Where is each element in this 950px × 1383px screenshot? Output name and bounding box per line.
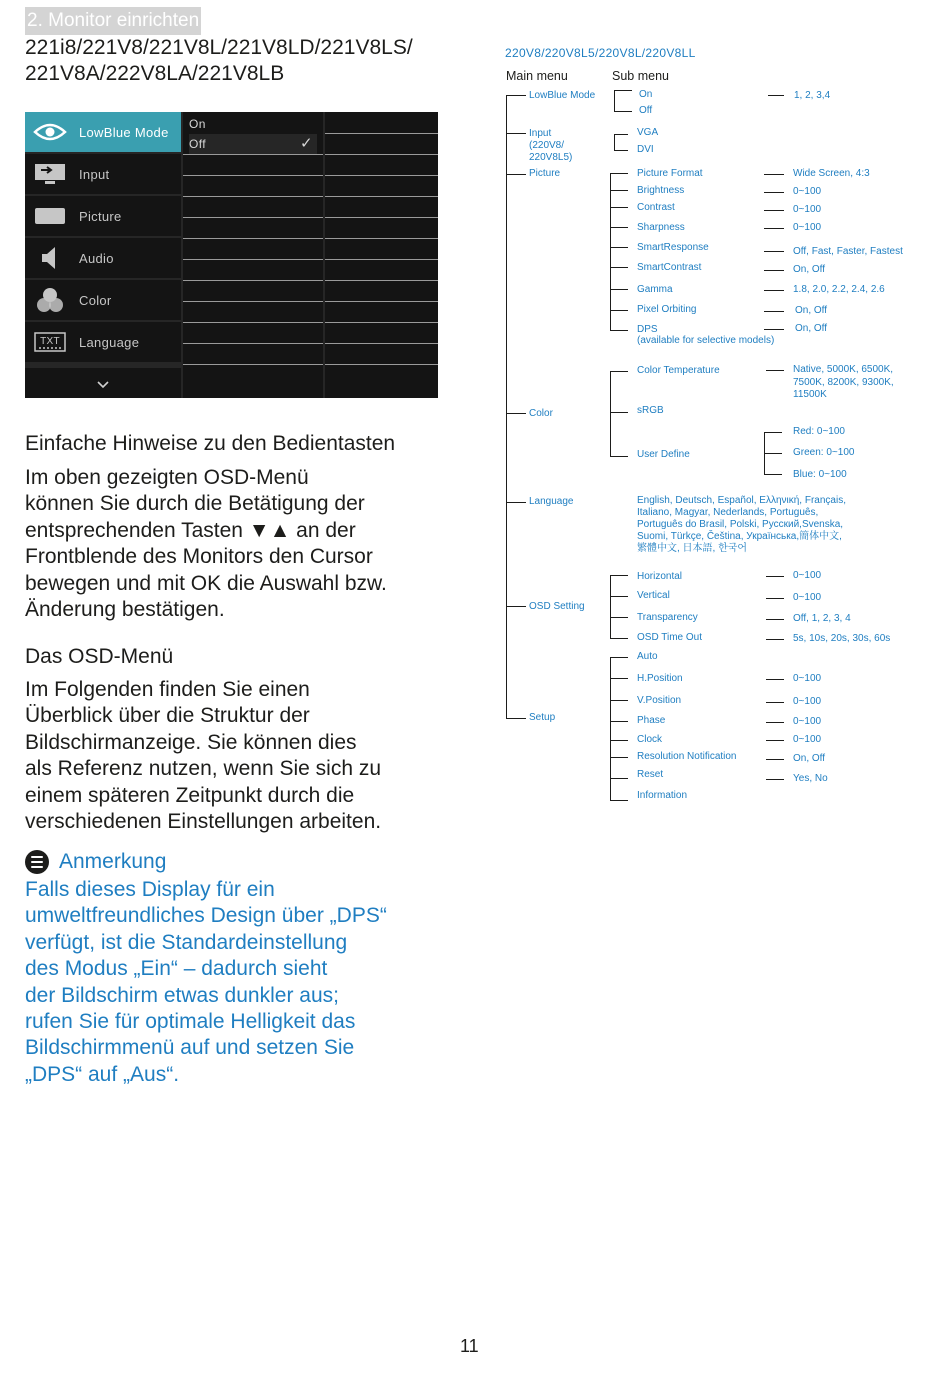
tree-line bbox=[610, 657, 628, 658]
main-menu-item: OSD Setting bbox=[529, 601, 585, 612]
eye-icon bbox=[25, 122, 75, 142]
tree-line bbox=[766, 576, 784, 577]
main-menu-item-note: (220V8/ bbox=[529, 140, 565, 151]
sub-menu-value: On, Off bbox=[795, 305, 828, 316]
divider bbox=[183, 280, 323, 281]
divider bbox=[325, 343, 438, 344]
sub-menu-value: Yes, No bbox=[793, 773, 828, 784]
sub-menu-item: Auto bbox=[637, 651, 658, 662]
tree-line bbox=[610, 800, 628, 801]
text-line: „DPS“ auf „Aus“. bbox=[25, 1062, 180, 1086]
text-line: können Sie durch die Betätigung der bbox=[25, 492, 365, 516]
svg-text:TXT: TXT bbox=[40, 336, 60, 347]
tree-line bbox=[610, 371, 611, 456]
text-line: Im oben gezeigten OSD-Menü bbox=[25, 466, 309, 489]
tree-line bbox=[614, 134, 628, 135]
sub-menu-item: Transparency bbox=[637, 612, 698, 623]
sub-menu-item: OSD Time Out bbox=[637, 632, 703, 643]
tree-line bbox=[766, 639, 784, 640]
sub-menu-value: 7500K, 8200K, 9300K, bbox=[793, 377, 894, 388]
tree-line bbox=[610, 267, 628, 268]
column-header-sub: Sub menu bbox=[612, 69, 669, 83]
tree-line bbox=[764, 329, 784, 330]
main-menu-item: Picture bbox=[529, 168, 561, 179]
sub-menu-value: 0~100 bbox=[793, 696, 822, 707]
column-header-main: Main menu bbox=[506, 69, 568, 83]
sub-menu-item: Information bbox=[637, 790, 688, 801]
model-line: 221V8A/222V8LA/221V8LB bbox=[25, 62, 285, 85]
tree-line bbox=[610, 740, 628, 741]
osd-item-label: LowBlue Mode bbox=[79, 124, 169, 140]
divider bbox=[183, 322, 323, 323]
sub-menu-value: 0~100 bbox=[793, 716, 822, 727]
sub-menu-item: DVI bbox=[637, 144, 654, 155]
divider bbox=[325, 196, 438, 197]
osd-item-language bbox=[25, 322, 181, 362]
tree-line bbox=[610, 330, 628, 331]
divider bbox=[183, 154, 323, 155]
tree-line bbox=[764, 228, 784, 229]
model-line: 221i8/221V8/221V8L/221V8LD/221V8LS/ bbox=[25, 36, 413, 59]
color-circles-icon bbox=[25, 287, 75, 313]
tree-line bbox=[614, 90, 632, 91]
sub-menu-item: VGA bbox=[637, 127, 659, 138]
tree-line bbox=[610, 575, 628, 576]
divider bbox=[325, 238, 438, 239]
sub-menu-item: Clock bbox=[637, 734, 663, 745]
note-body bbox=[25, 877, 445, 1088]
input-icon bbox=[25, 162, 75, 186]
sub-menu-item: Pixel Orbiting bbox=[637, 304, 697, 315]
text-line: einem späteren Zeitpunkt durch die bbox=[25, 783, 355, 807]
sub-menu-item: Off bbox=[639, 105, 653, 116]
divider bbox=[325, 154, 438, 155]
osd-value-column bbox=[325, 112, 438, 398]
tree-line bbox=[610, 757, 628, 758]
sub-menu-value: Off, 1, 2, 3, 4 bbox=[793, 613, 851, 624]
main-menu-item: LowBlue Mode bbox=[529, 90, 596, 101]
speaker-icon bbox=[25, 245, 75, 271]
tree-line bbox=[610, 456, 628, 457]
sub-menu-value: 0~100 bbox=[793, 592, 822, 603]
tree-line bbox=[610, 575, 611, 638]
tree-line bbox=[764, 474, 782, 475]
text-line: Bildschirmmenü auf und setzen Sie bbox=[25, 1036, 355, 1060]
tree-line bbox=[506, 718, 526, 719]
language-list-line: 繁體中文, 日本語, 한국어 bbox=[637, 543, 748, 554]
chevron-down-icon bbox=[25, 368, 181, 398]
tree-line bbox=[610, 247, 628, 248]
divider bbox=[183, 238, 323, 239]
tree-line bbox=[610, 638, 628, 639]
tree-line bbox=[766, 598, 784, 599]
page-number: 11 bbox=[460, 1336, 479, 1356]
sub-menu-item: Phase bbox=[637, 715, 666, 726]
sub-menu-value: On, Off bbox=[793, 753, 826, 764]
sub-menu-value: 0~100 bbox=[793, 673, 822, 684]
osd-item-label: Picture bbox=[79, 208, 122, 224]
tree-line bbox=[610, 700, 628, 701]
check-icon: ✓ bbox=[300, 135, 313, 152]
text-line: bewegen und mit OK die Auswahl bzw. bbox=[25, 571, 387, 595]
divider bbox=[183, 343, 323, 344]
sub-menu-value: 0~100 bbox=[793, 186, 822, 197]
txt-icon bbox=[25, 331, 75, 353]
tree-line bbox=[610, 289, 628, 290]
osd-item-picture bbox=[25, 196, 181, 236]
sub-menu-value: 11500K bbox=[793, 389, 827, 400]
sub-menu-item: DPS bbox=[637, 324, 658, 335]
tree-line bbox=[764, 192, 784, 193]
divider bbox=[325, 217, 438, 218]
sub-menu-item: Brightness bbox=[637, 185, 685, 196]
osd-structure-tree bbox=[500, 40, 940, 820]
sub-menu-item: V.Position bbox=[637, 695, 682, 706]
tree-line bbox=[766, 722, 784, 723]
sub-menu-item: Picture Format bbox=[637, 168, 703, 179]
sub-menu-item: Resolution Notification bbox=[637, 751, 737, 762]
sub-menu-value: 0~100 bbox=[793, 570, 822, 581]
sub-menu-value: Off, Fast, Faster, Fastest bbox=[793, 246, 903, 257]
sub-menu-item: User Define bbox=[637, 449, 690, 460]
osd-submenu-item-selected bbox=[189, 134, 317, 154]
text-line: der Bildschirm etwas dunkler aus; bbox=[25, 983, 339, 1007]
tree-line bbox=[610, 678, 628, 679]
sub-menu-item: SmartContrast bbox=[637, 262, 702, 273]
text-line: Falls dieses Display für ein bbox=[25, 878, 275, 901]
tree-line bbox=[610, 371, 628, 372]
sub-menu-item: H.Position bbox=[637, 673, 683, 684]
tree-line bbox=[506, 502, 526, 503]
section-tag: 2. Monitor einrichten bbox=[25, 7, 201, 35]
main-menu-item: Language bbox=[529, 496, 574, 507]
osd-item-label: Input bbox=[79, 166, 110, 182]
sub-menu-value: Wide Screen, 4:3 bbox=[793, 168, 870, 179]
divider bbox=[325, 301, 438, 302]
sub-menu-value: 0~100 bbox=[793, 222, 822, 233]
divider bbox=[325, 175, 438, 176]
note-icon bbox=[25, 850, 49, 874]
sub-menu-item: Vertical bbox=[637, 590, 670, 601]
divider bbox=[183, 175, 323, 176]
tree-line bbox=[764, 174, 784, 175]
sub-menu-item: Horizontal bbox=[637, 571, 683, 582]
sub-menu-value: On, Off bbox=[793, 264, 826, 275]
tree-line bbox=[764, 432, 782, 433]
sub-menu-item: Gamma bbox=[637, 284, 673, 295]
divider bbox=[325, 259, 438, 260]
picture-icon bbox=[25, 206, 75, 226]
tree-line bbox=[610, 778, 628, 779]
divider bbox=[325, 364, 438, 365]
osd-item-audio bbox=[25, 238, 181, 278]
osd-submenu-label: Off bbox=[189, 137, 206, 151]
text-line: Bildschirmanzeige. Sie können dies bbox=[25, 730, 357, 754]
note-heading bbox=[25, 849, 166, 875]
main-menu-item-note: 220V8L5) bbox=[529, 152, 573, 163]
text-line: Änderung bestätigen. bbox=[25, 598, 225, 622]
tree-line bbox=[610, 310, 628, 311]
text-line: Frontblende des Monitors den Cursor bbox=[25, 545, 373, 569]
text-line: verschiedenen Einstellungen arbeiten. bbox=[25, 810, 382, 834]
tree-line bbox=[506, 606, 526, 607]
sub-menu-value: 0~100 bbox=[793, 204, 822, 215]
divider bbox=[325, 133, 438, 134]
text-line: als Referenz nutzen, wenn Sie sich zu bbox=[25, 757, 382, 781]
divider bbox=[325, 280, 438, 281]
tree-line bbox=[768, 95, 784, 96]
osd-item-color bbox=[25, 280, 181, 320]
divider bbox=[183, 364, 323, 365]
tree-line bbox=[610, 617, 628, 618]
osd-submenu-item: On bbox=[189, 117, 206, 131]
sub-menu-item: On bbox=[639, 89, 653, 100]
text-line: entsprechenden Tasten ▼▲ an der bbox=[25, 518, 356, 542]
sub-menu-value: On, Off bbox=[795, 323, 828, 334]
tree-line bbox=[614, 111, 632, 112]
tree-line bbox=[764, 270, 784, 271]
main-menu-item: Input bbox=[529, 128, 552, 139]
sub-menu-value: Blue: 0~100 bbox=[793, 469, 847, 480]
tree-line bbox=[766, 679, 784, 680]
language-list-line: English, Deutsch, Español, Ελληνική, Français, bbox=[637, 495, 846, 506]
tree-line bbox=[506, 95, 507, 719]
tree-line bbox=[766, 740, 784, 741]
divider bbox=[183, 196, 323, 197]
divider bbox=[183, 259, 323, 260]
tree-line bbox=[610, 190, 628, 191]
sub-menu-value: 1, 2, 3,4 bbox=[794, 90, 831, 101]
tree-line bbox=[614, 134, 615, 150]
sub-menu-value: 0~100 bbox=[793, 734, 822, 745]
sub-menu-item: Contrast bbox=[637, 202, 675, 213]
model-list bbox=[25, 35, 455, 87]
sub-menu-item-note: (available for selective models) bbox=[637, 335, 775, 346]
text-line: Im Folgenden finden Sie einen bbox=[25, 678, 310, 701]
tree-line bbox=[764, 453, 782, 454]
osd-item-label: Language bbox=[79, 334, 140, 350]
paragraph bbox=[25, 677, 445, 835]
text-line: verfügt, ist die Standardeinstellung bbox=[25, 930, 348, 954]
tree-line bbox=[764, 311, 784, 312]
sub-menu-value: Native, 5000K, 6500K, bbox=[793, 364, 894, 375]
tree-line bbox=[766, 370, 784, 371]
tree-line bbox=[610, 227, 628, 228]
tree-line bbox=[610, 596, 628, 597]
tree-line bbox=[614, 150, 628, 151]
divider bbox=[183, 217, 323, 218]
tree-line bbox=[610, 207, 628, 208]
tree-line bbox=[610, 173, 611, 331]
sub-menu-value: 1.8, 2.0, 2.2, 2.4, 2.6 bbox=[793, 284, 885, 295]
sub-menu-item: Reset bbox=[637, 769, 664, 780]
tree-line bbox=[506, 174, 526, 175]
tree-line bbox=[610, 412, 628, 413]
tree-line bbox=[764, 251, 784, 252]
tree-line bbox=[614, 90, 615, 111]
sub-menu-value: 5s, 10s, 20s, 30s, 60s bbox=[793, 633, 891, 644]
tree-line bbox=[610, 173, 628, 174]
language-list-line: Suomi, Türkçe, Čeština, Українська,簡体中文, bbox=[637, 531, 842, 542]
section-heading: Einfache Hinweise zu den Bedientasten bbox=[25, 432, 396, 455]
text-line: rufen Sie für optimale Helligkeit das bbox=[25, 1010, 356, 1034]
osd-submenu-column bbox=[183, 112, 323, 398]
sub-menu-item: Sharpness bbox=[637, 222, 685, 233]
sub-menu-item: SmartResponse bbox=[637, 242, 709, 253]
divider bbox=[183, 301, 323, 302]
osd-item-label: Audio bbox=[79, 250, 114, 266]
sub-menu-item: sRGB bbox=[637, 405, 664, 416]
language-list-line: Português do Brasil, Polski, Русский,Svenska, bbox=[637, 519, 844, 530]
sub-menu-value: Red: 0~100 bbox=[793, 426, 845, 437]
main-menu-item: Color bbox=[529, 408, 553, 419]
osd-item-input bbox=[25, 154, 181, 194]
section-heading: Das OSD-Menü bbox=[25, 645, 174, 668]
sub-menu-value: Green: 0~100 bbox=[793, 447, 855, 458]
main-menu-item: Setup bbox=[529, 712, 556, 723]
osd-item-label: Color bbox=[79, 292, 112, 308]
text-line: des Modus „Ein“ – dadurch sieht bbox=[25, 957, 328, 981]
tree-title: 220V8/220V8L5/220V8L/220V8LL bbox=[505, 46, 696, 60]
tree-line bbox=[766, 702, 784, 703]
tree-line bbox=[610, 721, 628, 722]
sub-menu-item: Color Temperature bbox=[637, 365, 720, 376]
osd-menu-image bbox=[25, 112, 438, 398]
tree-line bbox=[506, 413, 526, 414]
tree-line bbox=[764, 210, 784, 211]
tree-line bbox=[506, 133, 526, 134]
note-title: Anmerkung bbox=[59, 850, 167, 873]
text-line: umweltfreundliches Design über „DPS“ bbox=[25, 904, 387, 928]
language-list-line: Italiano, Magyar, Nederlands, Português, bbox=[637, 507, 819, 518]
tree-line bbox=[766, 779, 784, 780]
divider bbox=[325, 322, 438, 323]
tree-line bbox=[764, 290, 784, 291]
osd-item-lowblue bbox=[25, 112, 181, 152]
text-line: Überblick über die Struktur der bbox=[25, 704, 310, 728]
tree-line bbox=[766, 759, 784, 760]
paragraph bbox=[25, 465, 445, 623]
tree-line bbox=[506, 95, 526, 96]
tree-line bbox=[766, 619, 784, 620]
